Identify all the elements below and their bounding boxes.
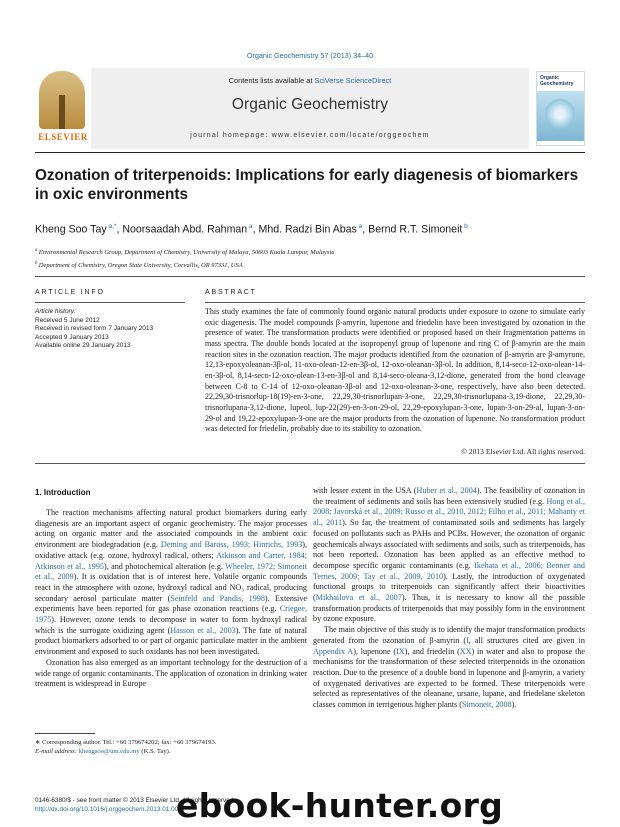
citation-link[interactable]: Criegee, 1975 (35, 604, 307, 625)
body-text: ). The fate of natural product biomarkers adsorbed to or part of organic particulate matter in the ambient environment and exposed to such oxidants has not been investigated. (35, 625, 307, 657)
email-suffix: (K.S. Tay). (139, 747, 171, 755)
author-list: Kheng Soo Tay $^{a,*}$, Noorsaadah Abd. Rahman $^a$, Mhd. Radzi Bin Abas $^a$, Bernd R.T. Simoneit $^b$ (35, 223, 468, 236)
citation-link[interactable]: Deming and Baross, 1993; Hinrichs, 1993 (160, 540, 303, 550)
citation-link[interactable]: Wheeler, 1972; Simoneit et al., 2009 (35, 561, 307, 582)
body-text: ), and photochemical alteration (e.g. (103, 561, 226, 571)
history-accepted: Accepted 9 January 2013 (35, 333, 109, 341)
paragraph (313, 486, 585, 625)
body-text: ). So far, the treatment of contaminated soils and sediments has largely focused on pollutants such as PAHs and PCBs. However, the ozonation of organic geochemicals always associated with sediments and soils, such as triterpenoids, has not been reported. Ozonation has been applied as an effective method to decompose specific organic contaminants (e.g. (313, 518, 585, 570)
body-text: ). The feasibility of ozonation in the treatment of sediments and soils has been extensively studied (e.g. (313, 486, 585, 506)
history-label: Article history: (35, 308, 76, 315)
cover-image (537, 91, 584, 141)
citation-link[interactable]: Hong et al., 2008; Javorská et al., 2009; Russo et al., 2010, 2012; Filho et al., 2011; Mahanty et al., 2011 (313, 496, 585, 528)
homepage-prefix: journal homepage: (190, 132, 272, 139)
body-text: ) in water and also to propose the mechanisms for the transformation of these selected triterpenoids in the ozonation reaction. Due to the presence of a double bond in lupenone and β-amyrin, a variety of oxygenated derivatives are expected to be formed. These triterpenoids were selected as representatives of the oleanane, ursane, lupane, and friedelane skeleton classes common in terrigenous higher plants ( (313, 646, 585, 710)
email-line (35, 748, 307, 757)
citation-link[interactable]: Simoneit, 2008 (461, 700, 512, 710)
affiliation-rule (35, 276, 585, 277)
body-text: Ozonation has also emerged as an important technology for the destruction of a wide range of organic contaminants. The application of ozonation in drinking water treatment is widespread in Europe (35, 657, 307, 689)
citation-link[interactable]: Mikhailova et al., 2007 (315, 593, 402, 603)
body-column-left (35, 508, 307, 690)
body-text: The main objective of this study is to identify the major transformation products generated from the ozonation of β-amyrin ( (313, 625, 585, 645)
citation-link[interactable]: I (466, 635, 469, 645)
body-text: ), and friedelin ( (404, 646, 460, 656)
body-text: ). However, ozone tends to decompose in water to form hydroxyl radical which is the surrogate oxidizing agent ( (35, 615, 307, 635)
body-text: ), oxidative attack (e.g. ozone, hydroxyl radical, others; (35, 540, 308, 560)
issn-line: 0146-6380/$ - see front matter © 2013 Elsevier Ltd. All rights reserved. (35, 797, 236, 804)
body-text: ), lupenone ( (353, 646, 397, 656)
author-name[interactable]: Bernd R.T. Simoneit (368, 223, 463, 236)
body-text: with lesser extent in the USA ( (313, 486, 417, 495)
citation-link[interactable]: XX (459, 646, 472, 656)
citation-link[interactable]: Atkinson and Carter, 1984; Atkinson et al., 1995 (35, 550, 307, 571)
history-online: Available online 29 January 2013 (35, 342, 131, 350)
footnote (35, 739, 307, 756)
homepage-url[interactable]: www.elsevier.com/locate/orggeochem (271, 132, 430, 139)
section-heading-introduction: 1. Introduction (35, 488, 91, 497)
paragraph (35, 508, 307, 658)
author-name[interactable]: Noorsaadah Abd. Rahman (122, 223, 248, 236)
citation-link[interactable]: IX (396, 646, 405, 656)
doi-link[interactable]: http://dx.doi.org/10.1016/j.orggeochem.2013.01.004 (35, 806, 182, 813)
email-label: E-mail address: (35, 747, 79, 755)
paragraph (35, 658, 307, 690)
history-revised: Received in revised form 7 January 2013 (35, 325, 154, 333)
email-link[interactable]: khengsoo@um.edu.my (78, 747, 140, 755)
journal-homepage (91, 132, 529, 139)
author-name[interactable]: Mhd. Radzi Bin Abas (258, 223, 357, 236)
author-name[interactable]: Kheng Soo Tay (35, 223, 107, 236)
affiliation: $^a$ Environmental Research Group, Department of Chemistry, University of Malaya, 50603 Kuala Lumpur, Malaysia (35, 248, 335, 257)
elsevier-tree-icon (39, 71, 85, 129)
header-rule (35, 152, 585, 153)
abstract-text: This study examines the fate of commonly found organic natural products under exposure to ozone to simulate early oxic diagenesis. The model compounds β-amyrin, lupenone and friedelin have been investigated by ozonation in the presence of water. The transformation products were identified or proposed based on their fragmentation patterns in mass spectra. The double bonds located at the isopropenyl group of lupenone and ring C of β-amyrin are the main reaction sites in the ozonation reaction. The major products identified from the ozonation of β-amyrin are β-amyrone, 12,13-epoxyoleanan-3β-ol, 11-oxo-olean-12-en-3β-ol, 12-oxo-oleanan-3β-ol. In addition, 8,14-seco-12-oxo-olean-14-en-3β-ol, 8,14-seco-12-oxo-olean-13-en-3β-ol and 8,14-seco-oleana-3,12-dione, generated from the bond cleavage between C-8 to C-14 of 12-oxo-oleanan-3β-ol and 12-oxo-oleanan-3-one, respectively, have also been detected. 22,29,30-trisnorlup-18(19)-en-3-one, 22,29,30-trisnorlupan-3-one, 22,29,30-trisnorlupana-3,19-dione, 22,29,30-trisnorlupana-3,12-dione, lupeol, lup-22(29)-en-3-on-29-ol, 22,29-epoxylupan-3-one, lupan-3-on-29-al, lupan-3-on-29-ol and 19,22-epoxylupan-3-one are the major products from the ozonation of lupenone. No transformation product was detected for friedelin, probably due to its stability to ozonation. (205, 307, 585, 434)
citation-link[interactable]: Appendix A (313, 646, 354, 656)
journal-title: Organic Geochemistry (231, 96, 389, 113)
elsevier-wordmark: ELSEVIER (38, 132, 88, 142)
journal-citation[interactable]: Organic Geochemistry 57 (2013) 34–40 (246, 51, 374, 60)
journal-cover-thumbnail (536, 71, 585, 146)
article-info-rule (35, 302, 185, 303)
body-text: The reaction mechanisms affecting natural product biomarkers during early diagenesis are an important aspect of organic geochemistry. The major processes acting on organic matter and the associated compounds in the ambient oxic environment are biodegradation (e.g. (35, 508, 307, 550)
citation-link[interactable]: Seinfeld and Pandis, 1998 (170, 593, 265, 603)
author-affiliation-marker[interactable]: a,* (106, 223, 117, 230)
citation-link[interactable]: Huber et al., 2004 (416, 486, 477, 495)
journal-header (35, 68, 585, 149)
author-affiliation-marker[interactable]: a (247, 223, 253, 230)
contents-prefix: Contents lists available at (228, 76, 315, 85)
elsevier-logo (36, 71, 88, 147)
abstract-bottom-rule (35, 463, 585, 464)
footnote-rule (35, 733, 95, 734)
article-title: Ozonation of triterpenoids: Implications for early diagenesis of biomarkers in oxic environments (35, 167, 579, 203)
corresponding-author: ∗ Corresponding author. Tel.: +60 379674202; fax: +60 379674193. (35, 739, 217, 746)
body-text: ). Lastly, the introduction of oxygenated functional groups to triterpenoids can significantly affect their bioactivities ( (313, 571, 585, 603)
author-affiliation-marker[interactable]: b (462, 223, 468, 230)
body-text: ). Thus, it is necessary to know all the possible transformation products of triterpenoids that may possibly form in the environment by ozone exposure. (313, 593, 585, 624)
cover-title: Organic Geochemistry (540, 75, 574, 87)
article-history (35, 308, 185, 351)
affiliation: $^b$ Department of Chemistry, Oregon State University, Corvallis, OR 97331, USA (35, 260, 243, 269)
body-text: ). (511, 700, 517, 710)
history-received: Received 5 June 2012 (35, 316, 100, 324)
affiliations (35, 246, 595, 271)
body-text: ). Extensive experiments have been reported for gas phase ozonation reactions (e.g. (35, 593, 307, 614)
author-affiliation-marker[interactable]: a (356, 223, 363, 230)
watermark: ebook-hunter.org (176, 786, 504, 825)
body-text: , all structures cited are given in (468, 635, 585, 645)
citation-link[interactable]: Hasson et al., 2003 (170, 625, 236, 635)
body-text: ). It is oxidation that is of interest here. Volatile organic compounds react in the atmosphere with ozone, hydroxyl radical and NO₃ radical, producing secondary aerosol particulate matter ( (35, 572, 307, 603)
copyright-notice: © 2013 Elsevier Ltd. All rights reserved. (461, 447, 585, 456)
citation-link[interactable]: Ikehata et al., 2006; Benner and Ternes, 2009; Tay et al., 2009, 2010 (313, 560, 585, 581)
abstract-rule (205, 302, 585, 303)
sciencedirect-link[interactable]: SciVerse ScienceDirect (314, 76, 392, 85)
article-info-heading: ARTICLE INFO (35, 289, 105, 296)
body-column-right (313, 486, 585, 711)
abstract-heading: ABSTRACT (205, 289, 257, 296)
paragraph (313, 625, 585, 711)
contents-line (91, 76, 529, 85)
